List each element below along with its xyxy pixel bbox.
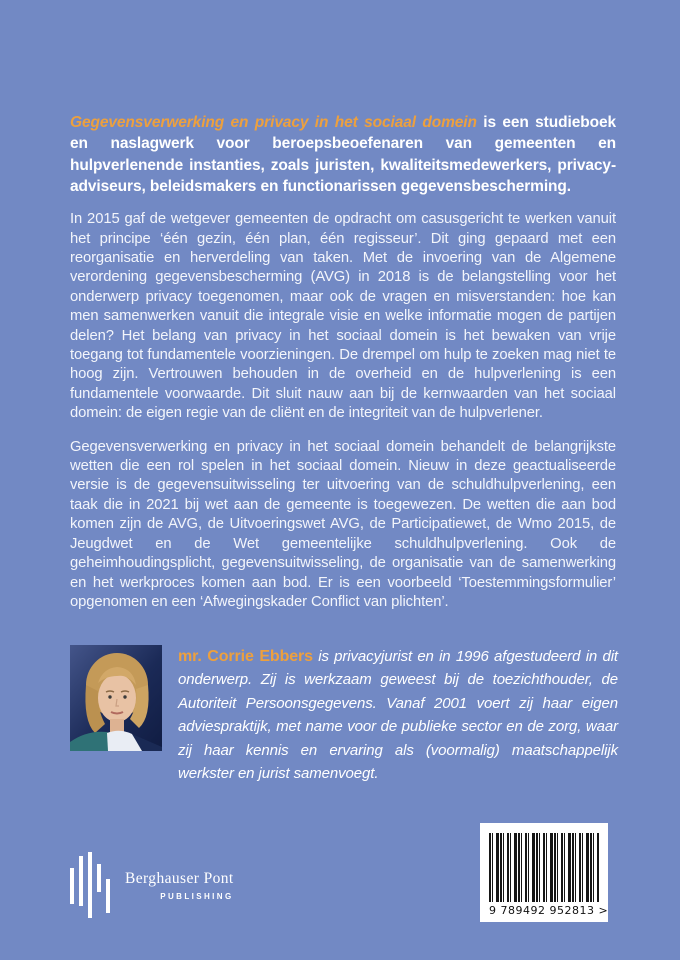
eye-left xyxy=(108,695,111,698)
publisher-subtitle: PUBLISHING xyxy=(160,891,234,901)
author-bio-text: is privacyjurist en in 1996 afgestudeerd in dit onderwerp. Zij is werkzaam geweest bij de toezichthouder, de Autoriteit Persoonsgegevens. Vanaf 2001 voert zij haar eigen adviespraktijk, met name voor de publieke sector en de zorg, waar zij haar kennis en ervaring als (voormalig) maatschappelijk werkster en jurist samenvoegt. xyxy=(178,648,618,783)
author-photo xyxy=(70,645,162,751)
author-section xyxy=(70,645,618,785)
face xyxy=(98,674,136,722)
intro-paragraph xyxy=(70,112,616,197)
intro-text: is een studieboek en naslagwerk voor beroepsbeoefenaren van gemeenten en hulpverlenende instanties, zoals juristen, kwaliteitsmedewerkers, privacy-adviseurs, beleidsmakers en functionarissen gegevensbescherming. xyxy=(70,114,616,195)
publisher-name: Berghauser Pont xyxy=(125,869,234,887)
content-paragraph: Gegevensverwerking en privacy in het sociaal domein behandelt de belangrijkste wetten die een rol spelen in het sociaal domein. Nieuw in deze geactualiseerde versie is de gegevensuitwisseling ter uitvoering van de schuldhulpverlening, een taak die in 2021 bij wet aan de gemeente is toegewezen. De wetten die aan bod komen zijn de AVG, de Uitvoeringswet AVG, de Participatiewet, de Wmo 2015, de Jeugdwet en de Wet gemeentelijke schuldhulpverlening. Ook de geheimhoudingsplicht, gegevensuitwisseling, de organisatie van de samenwerking en het werkproces komen aan bod. Er is een voorbeeld ‘Toestemmingsformulier’ opgenomen en een ‘Afwegingskader Conflict van plichten’. xyxy=(70,438,616,610)
publisher-logo-text xyxy=(125,870,234,901)
isbn-number: 9 789492 952813 > xyxy=(489,904,609,917)
eye-right xyxy=(123,695,126,698)
isbn-barcode xyxy=(480,823,608,922)
berghauser-pont-logo-icon xyxy=(70,852,110,918)
context-paragraph: In 2015 gaf de wetgever gemeenten de opdracht om casusgericht te werken vanuit het principe ‘één gezin, één plan, één regisseur’. Dit ging gepaard met een reorganisatie en herverdeling van taken. Met de invoering van de Algemene verordening gegevensbescherming (AVG) in 2018 is de belangstelling voor het onderwerp privacy toegenomen, maar ook de vragen en misverstanden: hoe kan men samenwerken vanuit die integrale visie en welke informatie mogen de partijen delen? Het belang van privacy in het sociaal domein is het bewaken van vrije toegang tot fundamentele voorzieningen. De drempel om hulp te zoeken mag niet te hoog zijn. Vertrouwen behouden in de overheid en de hulpverlening is een fundamentele voorwaarde. Dit sluit nauw aan bij de kernwaarden van het sociaal domein: de eigen regie van de cliënt en de integriteit van de hulpverlener. xyxy=(70,211,616,422)
blurb-section xyxy=(70,112,616,626)
publisher-logo xyxy=(70,852,234,918)
book-title-emphasis: Gegevensverwerking en privacy in het sociaal domein xyxy=(70,114,477,131)
author-bio xyxy=(178,645,618,785)
author-name: mr. Corrie Ebbers xyxy=(178,648,313,665)
barcode-bars-icon xyxy=(489,833,599,902)
neck xyxy=(110,719,124,732)
